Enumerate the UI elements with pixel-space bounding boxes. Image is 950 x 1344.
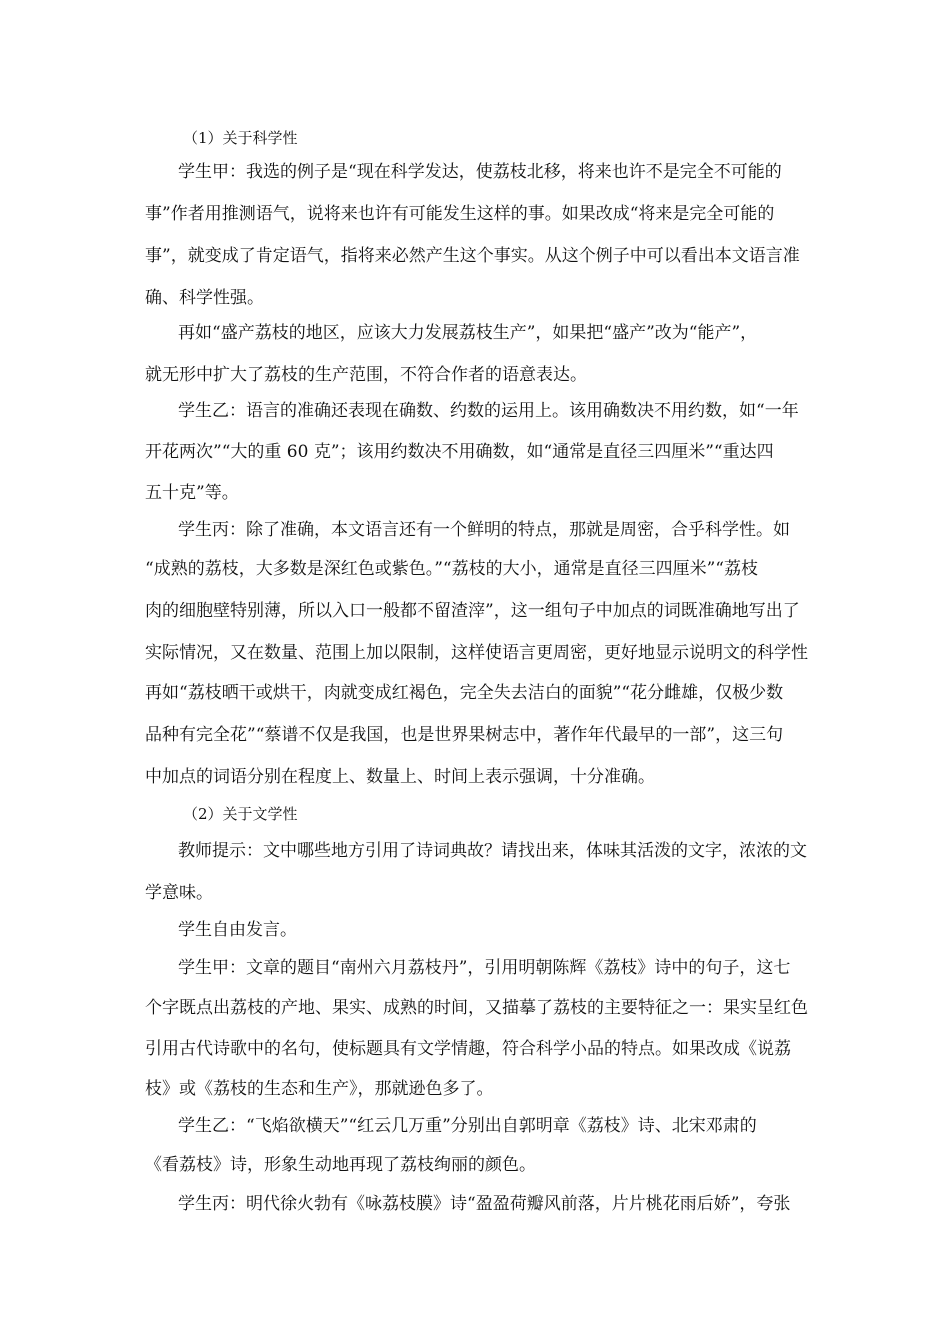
paragraph-line: 学意味。 bbox=[145, 883, 213, 903]
paragraph-line: 事”作者用推测语气，说将来也许有可能发生这样的事。如果改成“将来是完全可能的 bbox=[145, 204, 775, 224]
paragraph-line: 事”，就变成了肯定语气，指将来必然产生这个事实。从这个例子中可以看出本文语言准 bbox=[145, 246, 800, 266]
paragraph-line: 学生乙：“飞焰欲横天”“红云几万重”分别出自郭明章《荔枝》诗、北宋邓肃的 bbox=[178, 1116, 757, 1136]
paragraph-line: 教师提示：文中哪些地方引用了诗词典故？请找出来，体味其活泼的文字，浓浓的文 bbox=[178, 841, 807, 861]
paragraph-line: 实际情况，又在数量、范围上加以限制，这样使语言更周密，更好地显示说明文的科学性 bbox=[145, 643, 808, 663]
paragraph-line: 再如“荔枝晒干或烘干，肉就变成红褐色，完全失去洁白的面貌”“花分雌雄，仅极少数 bbox=[145, 683, 784, 703]
paragraph-line: 就无形中扩大了荔枝的生产范围，不符合作者的语意表达。 bbox=[145, 365, 587, 385]
paragraph-line: 学生丙：除了准确，本文语言还有一个鲜明的特点，那就是周密，合乎科学性。如 bbox=[178, 520, 790, 540]
paragraph-line: 学生甲：我选的例子是“现在科学发达，使荔枝北移，将来也许不是完全不可能的 bbox=[178, 162, 782, 182]
paragraph-line: 学生乙：语言的准确还表现在确数、约数的运用上。该用确数决不用约数，如“一年 bbox=[178, 401, 799, 421]
paragraph-line: 枝》或《荔枝的生态和生产》，那就逊色多了。 bbox=[145, 1079, 494, 1099]
paragraph-line: 学生丙：明代徐火勃有《咏荔枝膜》诗“盈盈荷瓣风前落，片片桃花雨后娇”，夸张 bbox=[178, 1194, 791, 1214]
paragraph-line: 个字既点出荔枝的产地、果实、成熟的时间，又描摹了荔枝的主要特征之一：果实呈红色 bbox=[145, 998, 808, 1018]
paragraph-line: 中加点的词语分别在程度上、数量上、时间上表示强调，十分准确。 bbox=[145, 767, 655, 787]
paragraph-line: 肉的细胞壁特别薄，所以入口一般都不留渣滓”，这一组句子中加点的词既准确地写出了 bbox=[145, 601, 800, 621]
paragraph-line: 再如“盛产荔枝的地区，应该大力发展荔枝生产”，如果把“盛产”改为“能产”， bbox=[178, 323, 758, 343]
paragraph-line: “成熟的荔枝，大多数是深红色或紫色。”“荔枝的大小，通常是直径三四厘米”“荔枝 bbox=[145, 559, 758, 579]
paragraph-line: 引用古代诗歌中的名句，使标题具有文学情趣，符合科学小品的特点。如果改成《说荔 bbox=[145, 1039, 791, 1059]
section-heading-science: （1）关于科学性 bbox=[183, 129, 298, 147]
paragraph-line: 学生自由发言。 bbox=[178, 920, 297, 940]
paragraph-line: 开花两次”“大的重 60 克”；该用约数决不用确数，如“通常是直径三四厘米”“重达四 bbox=[145, 442, 774, 462]
paragraph-line: 品种有完全花”“蔡谱不仅是我国，也是世界果树志中，著作年代最早的一部”，这三句 bbox=[145, 725, 784, 745]
paragraph-line: 学生甲：文章的题目“南州六月荔枝丹”，引用明朝陈辉《荔枝》诗中的句子，这七 bbox=[178, 958, 791, 978]
paragraph-line: 确、科学性强。 bbox=[145, 288, 264, 308]
section-heading-literary: （2）关于文学性 bbox=[183, 805, 298, 823]
paragraph-line: 五十克”等。 bbox=[145, 483, 239, 503]
paragraph-line: 《看荔枝》诗，形象生动地再现了荔枝绚丽的颜色。 bbox=[145, 1155, 536, 1175]
